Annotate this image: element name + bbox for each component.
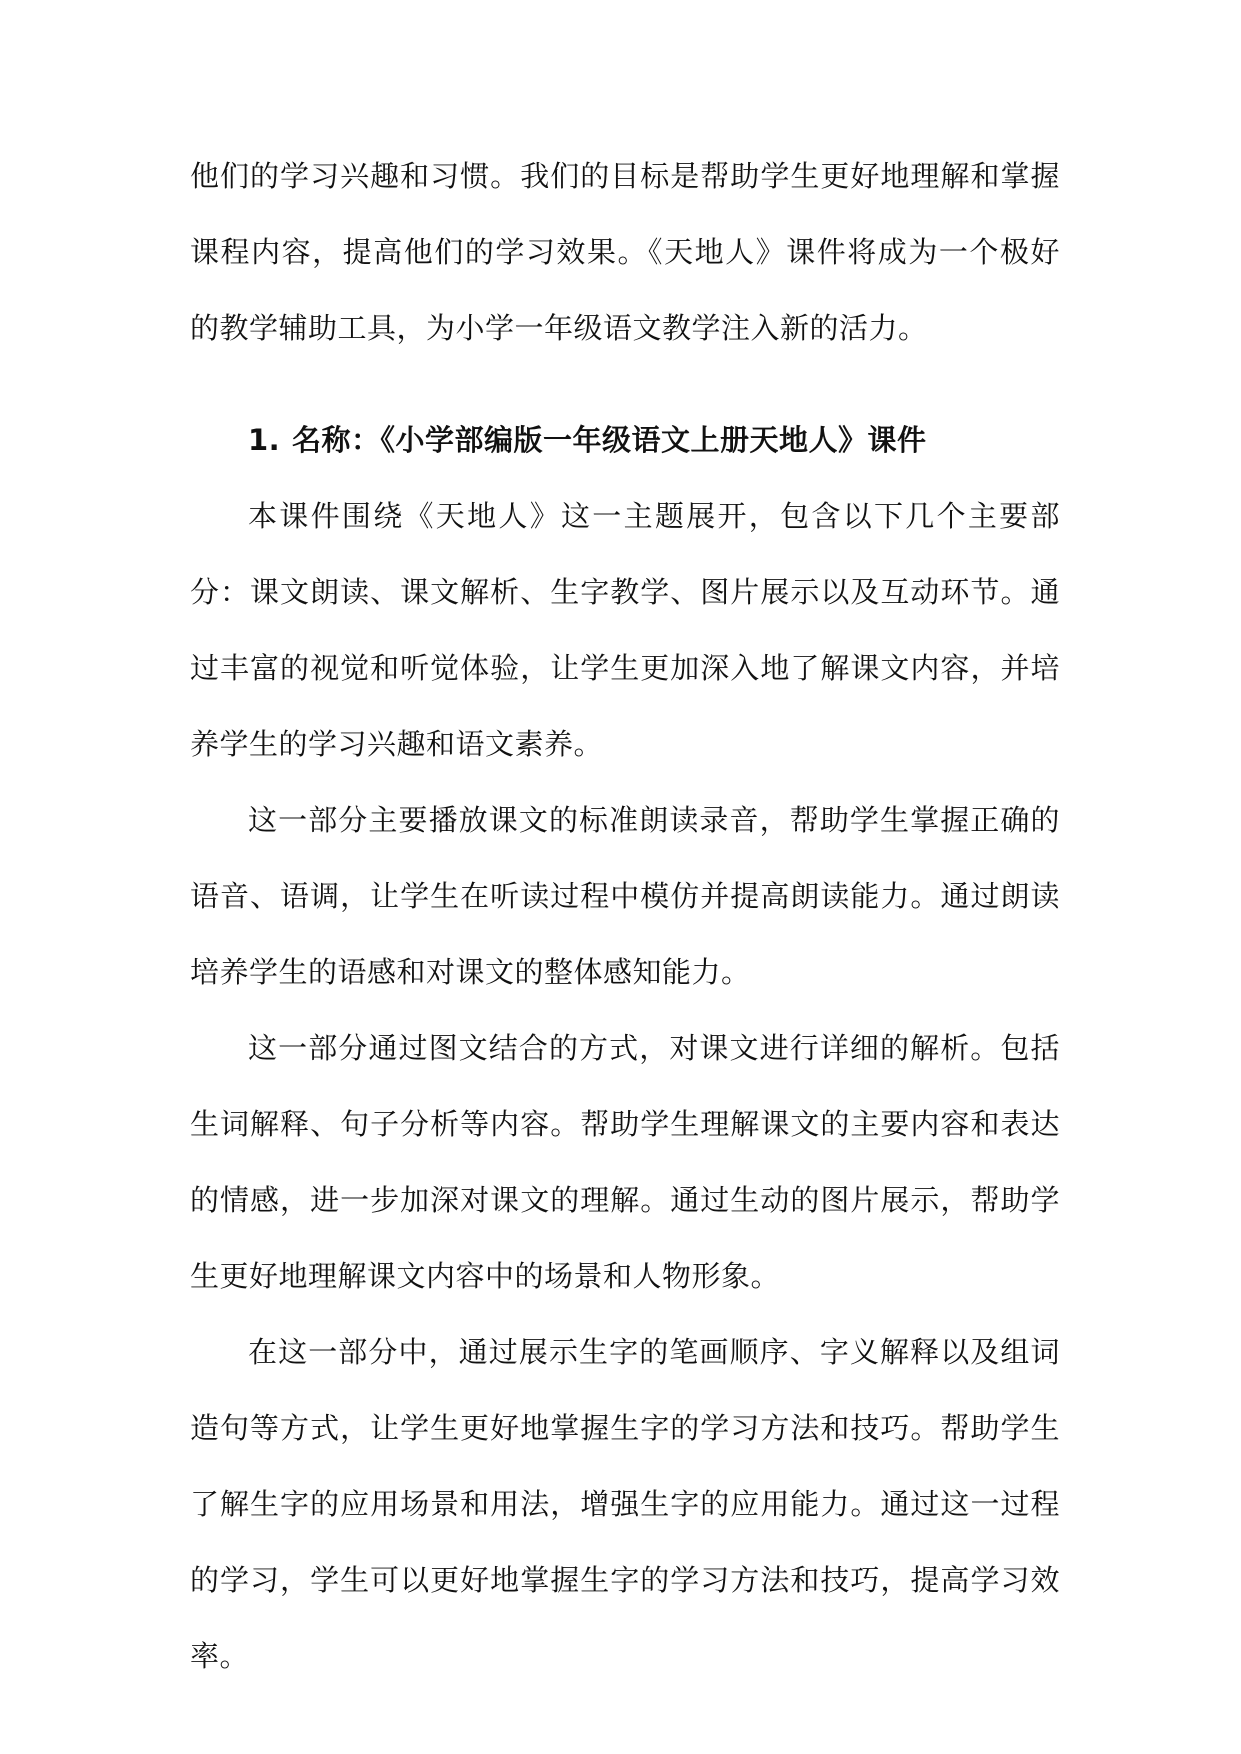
- document-body: [190, 138, 1060, 1694]
- paragraph-characters: 在这一部分中，通过展示生字的笔画顺序、字义解释以及组词造句等方式，让学生更好地掌握生字的学习方法和技巧。帮助学生了解生字的应用场景和用法，增强生字的应用能力。通过这一过程的学习，学生可以更好地掌握生字的学习方法和技巧，提高学习效率。: [190, 1335, 1060, 1673]
- section-heading: [190, 402, 1060, 478]
- paragraph-overview: 本课件围绕《天地人》这一主题展开，包含以下几个主要部分：课文朗读、课文解析、生字教学、图片展示以及互动环节。通过丰富的视觉和听觉体验，让学生更加深入地了解课文内容，并培养学生的学习兴趣和语文素养。: [190, 499, 1060, 761]
- paragraph-reading: 这一部分主要播放课文的标准朗读录音，帮助学生掌握正确的语音、语调，让学生在听读过程中模仿并提高朗读能力。通过朗读培养学生的语感和对课文的整体感知能力。: [190, 803, 1060, 989]
- heading-number: 1.: [248, 423, 281, 457]
- heading-text: 名称：《小学部编版一年级语文上册天地人》课件: [292, 423, 927, 457]
- paragraph-continuation: 他们的学习兴趣和习惯。我们的目标是帮助学生更好地理解和掌握课程内容，提高他们的学习效果。《天地人》课件将成为一个极好的教学辅助工具，为小学一年级语文教学注入新的活力。: [190, 159, 1060, 345]
- paragraph-analysis: 这一部分通过图文结合的方式，对课文进行详细的解析。包括生词解释、句子分析等内容。帮助学生理解课文的主要内容和表达的情感，进一步加深对课文的理解。通过生动的图片展示，帮助学生更好地理解课文内容中的场景和人物形象。: [190, 1031, 1060, 1293]
